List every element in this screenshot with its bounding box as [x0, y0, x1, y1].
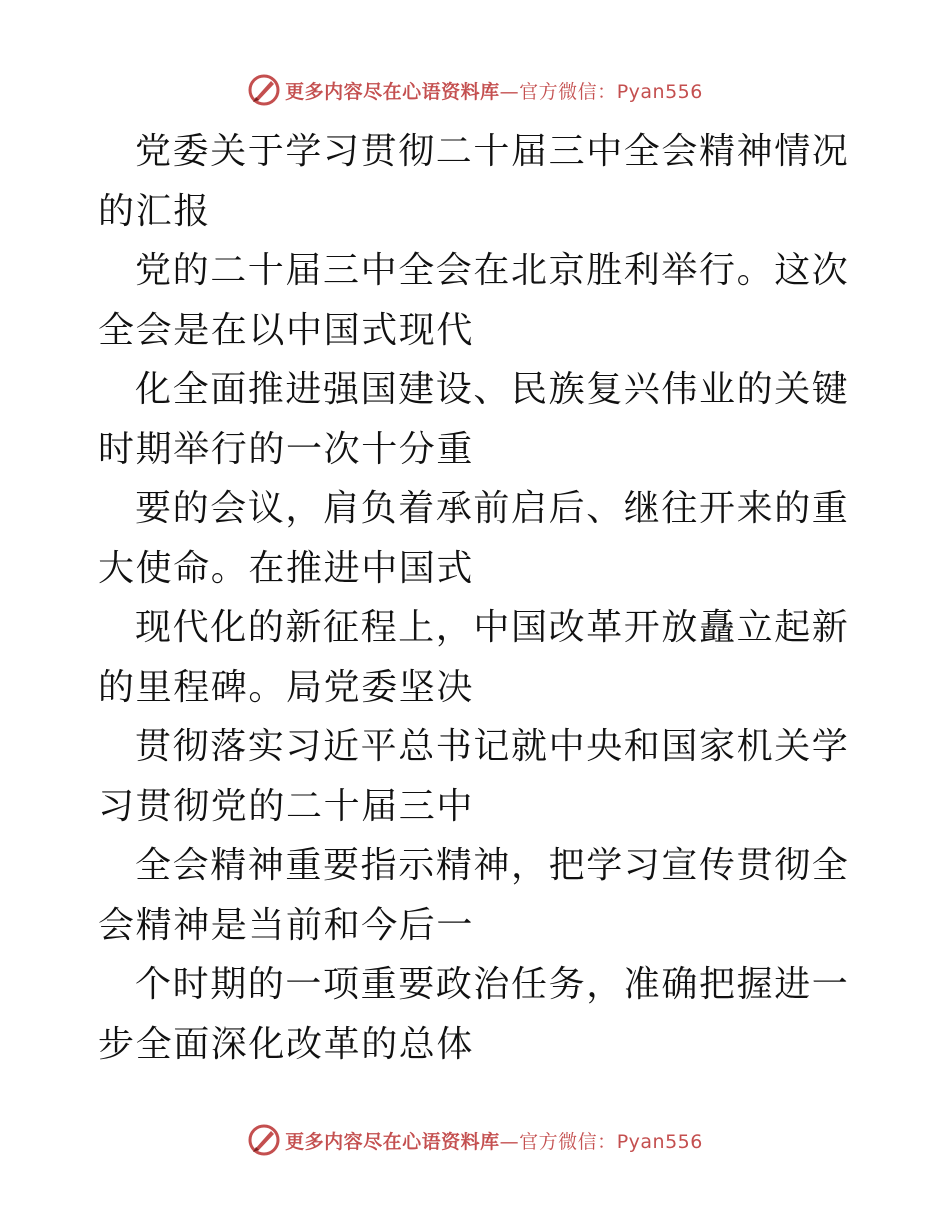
paragraph-line: 贯彻落实习近平总书记就中央和国家机关学习贯彻党的二十届三中 [98, 726, 850, 827]
footer-wechat-label: 官方微信： [519, 1130, 617, 1153]
paragraph-line: 个时期的一项重要政治任务，准确把握进一步全面深化改革的总体 [98, 964, 850, 1065]
header-banner [0, 70, 950, 110]
footer-wechat-id: Pyan556 [616, 1130, 703, 1153]
header-site-text: 更多内容尽在心语资料库 [285, 80, 500, 103]
quill-pen-logo-icon [247, 1123, 281, 1157]
footer-site-text: 更多内容尽在心语资料库 [285, 1130, 500, 1153]
document-body [98, 122, 858, 1074]
header-dash: — [499, 80, 520, 103]
paragraph-line: 全会精神重要指示精神，把学习宣传贯彻全会精神是当前和今后一 [98, 845, 850, 946]
paragraph-line: 现代化的新征程上，中国改革开放矗立起新的里程碑。局党委坚决 [98, 607, 850, 708]
paragraph-line: 要的会议，肩负着承前启后、继往开来的重大使命。在推进中国式 [98, 488, 850, 589]
quill-pen-logo-icon [247, 73, 281, 107]
footer-banner [0, 1120, 950, 1160]
document-title: 党委关于学习贯彻二十届三中全会精神情况的汇报 [98, 131, 850, 232]
footer-dash: — [499, 1130, 520, 1153]
header-wechat-id: Pyan556 [616, 80, 703, 103]
paragraph-line: 党的二十届三中全会在北京胜利举行。这次全会是在以中国式现代 [98, 250, 850, 351]
header-wechat-label: 官方微信： [519, 80, 617, 103]
header-banner-text [285, 77, 703, 104]
paragraph-line: 化全面推进强国建设、民族复兴伟业的关键时期举行的一次十分重 [98, 369, 850, 470]
footer-banner-text [285, 1127, 703, 1154]
